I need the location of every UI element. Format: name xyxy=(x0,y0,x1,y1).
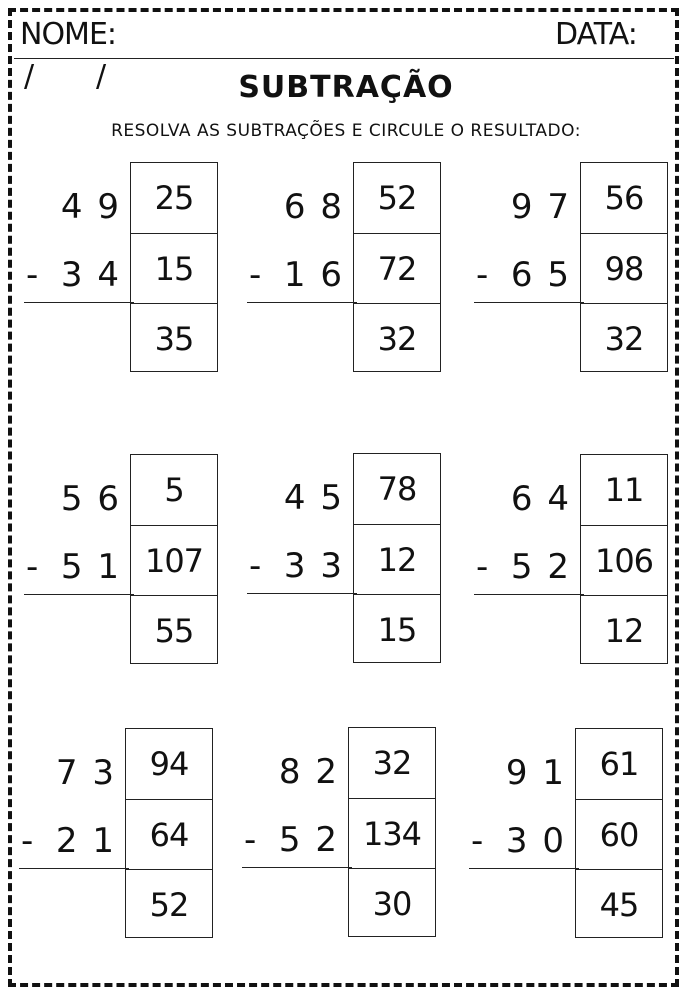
header-divider xyxy=(14,58,674,59)
result-line xyxy=(24,594,134,595)
minuend: 4 9 xyxy=(60,187,121,227)
answer-option[interactable]: 30 xyxy=(349,868,435,938)
subtraction-problem xyxy=(469,728,664,940)
answer-options xyxy=(353,453,441,663)
answer-option[interactable]: 56 xyxy=(604,179,644,217)
subtraction-problem xyxy=(24,454,219,666)
answer-option[interactable]: 78 xyxy=(377,470,417,508)
answer-option[interactable]: 45 xyxy=(576,869,662,939)
answer-option[interactable]: 134 xyxy=(349,798,435,868)
minuend: 8 2 xyxy=(278,752,339,792)
answer-option[interactable]: 35 xyxy=(131,303,217,373)
minus-sign: - xyxy=(476,255,489,295)
answer-option[interactable]: 94 xyxy=(149,745,189,783)
result-line xyxy=(24,302,134,303)
name-label: NOME: xyxy=(20,17,117,52)
subtrahend: 3 0 xyxy=(505,821,566,861)
subtrahend: 5 2 xyxy=(278,820,339,860)
answer-option[interactable]: 61 xyxy=(599,745,639,783)
answer-options xyxy=(353,162,441,372)
worksheet-title: SUBTRAÇÃO xyxy=(238,70,454,105)
subtrahend: 3 4 xyxy=(60,255,121,295)
subtraction-problem xyxy=(247,162,442,374)
answer-option[interactable]: 60 xyxy=(576,799,662,869)
answer-option[interactable]: 5 xyxy=(164,471,184,509)
answer-option[interactable]: 25 xyxy=(154,179,194,217)
result-line xyxy=(242,867,352,868)
subtraction-problem xyxy=(19,728,214,940)
minuend: 6 4 xyxy=(510,479,571,519)
answer-option[interactable]: 32 xyxy=(354,303,440,373)
subtrahend: 5 2 xyxy=(510,547,571,587)
minuend: 6 8 xyxy=(283,187,344,227)
minus-sign: - xyxy=(26,255,39,295)
result-line xyxy=(19,868,129,869)
minus-sign: - xyxy=(21,821,34,861)
subtraction-problem xyxy=(247,453,442,665)
answer-options xyxy=(580,454,668,664)
minuend: 4 5 xyxy=(283,478,344,518)
subtraction-problem xyxy=(242,727,437,939)
minuend: 9 7 xyxy=(510,187,571,227)
answer-options xyxy=(575,728,663,938)
result-line xyxy=(469,868,579,869)
answer-options xyxy=(130,162,218,372)
answer-option[interactable]: 72 xyxy=(354,233,440,303)
minus-sign: - xyxy=(249,255,262,295)
answer-options xyxy=(125,728,213,938)
subtraction-problem xyxy=(474,454,669,666)
answer-option[interactable]: 98 xyxy=(581,233,667,303)
subtraction-problem xyxy=(24,162,219,374)
minus-sign: - xyxy=(26,547,39,587)
result-line xyxy=(474,594,584,595)
answer-option[interactable]: 32 xyxy=(372,744,412,782)
minuend: 7 3 xyxy=(55,753,116,793)
answer-option[interactable]: 107 xyxy=(131,525,217,595)
worksheet-instructions: RESOLVA AS SUBTRAÇÕES E CIRCULE O RESULTADO: xyxy=(111,121,581,141)
answer-option[interactable]: 15 xyxy=(131,233,217,303)
result-line xyxy=(247,302,357,303)
answer-option[interactable]: 11 xyxy=(604,471,644,509)
answer-options xyxy=(130,454,218,664)
subtrahend: 6 5 xyxy=(510,255,571,295)
answer-option[interactable]: 12 xyxy=(354,524,440,594)
result-line xyxy=(247,593,357,594)
subtrahend: 2 1 xyxy=(55,821,116,861)
answer-option[interactable]: 52 xyxy=(126,869,212,939)
minus-sign: - xyxy=(244,820,257,860)
answer-option[interactable]: 52 xyxy=(377,179,417,217)
subtrahend: 3 3 xyxy=(283,546,344,586)
subtrahend: 1 6 xyxy=(283,255,344,295)
answer-option[interactable]: 15 xyxy=(354,594,440,664)
answer-option[interactable]: 12 xyxy=(581,595,667,665)
date-separator: / xyxy=(96,59,107,94)
answer-options xyxy=(348,727,436,937)
answer-option[interactable]: 106 xyxy=(581,525,667,595)
answer-options xyxy=(580,162,668,372)
date-label: DATA: xyxy=(555,17,637,52)
minus-sign: - xyxy=(471,821,484,861)
minus-sign: - xyxy=(476,547,489,587)
result-line xyxy=(474,302,584,303)
date-separator: / xyxy=(24,59,35,94)
minuend: 5 6 xyxy=(60,479,121,519)
answer-option[interactable]: 32 xyxy=(581,303,667,373)
answer-option[interactable]: 55 xyxy=(131,595,217,665)
minuend: 9 1 xyxy=(505,753,566,793)
answer-option[interactable]: 64 xyxy=(126,799,212,869)
minus-sign: - xyxy=(249,546,262,586)
subtraction-problem xyxy=(474,162,669,374)
subtrahend: 5 1 xyxy=(60,547,121,587)
